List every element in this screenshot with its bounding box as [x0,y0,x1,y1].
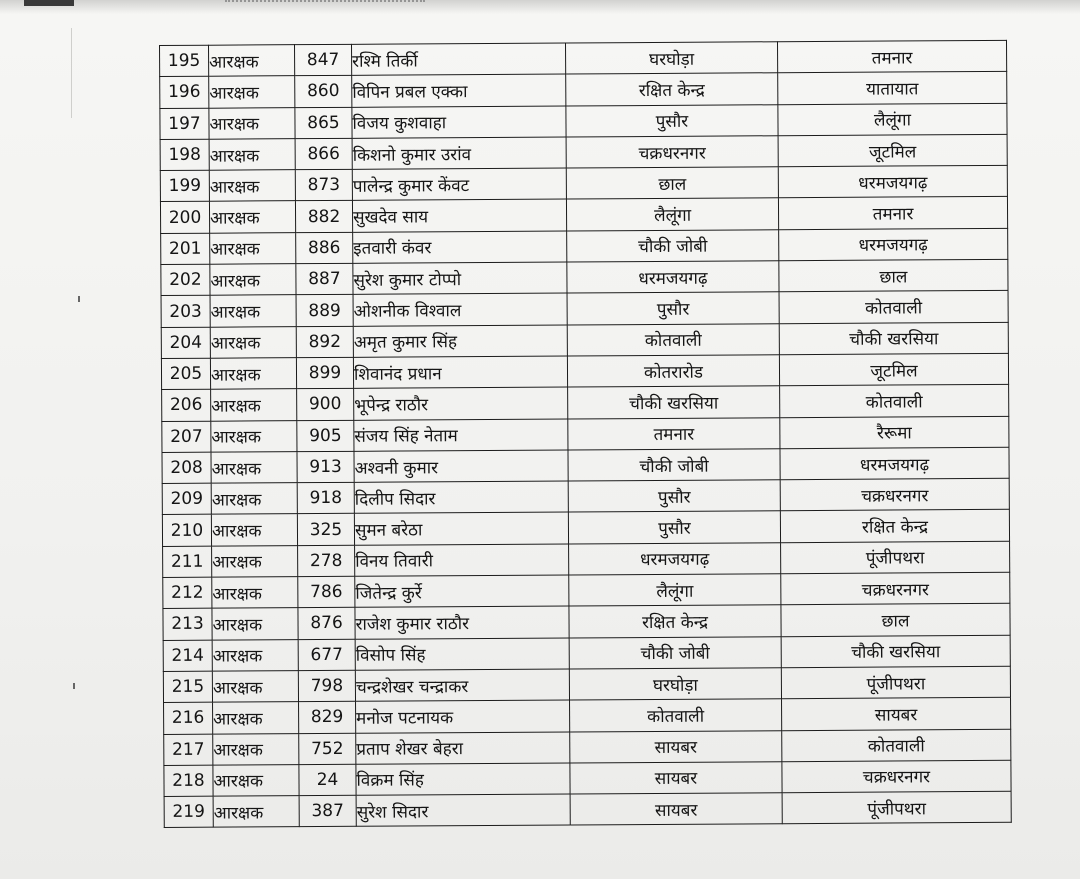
rank-cell: आरक्षक [209,201,295,233]
name-cell: ओशनीक विश्वाल [353,293,567,326]
to-posting-cell: रैरूमा [780,416,1009,449]
rank-cell: आरक्षक [210,326,296,358]
from-posting-cell: कोतरारोड [567,355,779,388]
table-row [161,291,1008,327]
table-row [160,166,1007,202]
serial-number-cell: 216 [164,702,213,734]
from-posting-cell: सायबर [570,762,782,795]
page-edge-shadow [0,0,1080,14]
name-cell: पालेन्द्र कुमार केंवट [352,168,566,201]
to-posting-cell: जूटमिल [779,353,1008,386]
table-row [161,259,1008,295]
table-row [163,572,1010,608]
serial-number-cell: 198 [160,139,209,171]
serial-number-cell: 219 [164,796,213,828]
from-posting-cell: घरघोड़ा [569,668,781,701]
page-fold-line [71,28,72,118]
serial-number-cell: 206 [162,389,211,421]
serial-number-cell: 213 [163,609,212,641]
badge-number-cell: 899 [296,357,353,389]
rank-cell: आरक्षक [210,264,296,296]
to-posting-cell: धरमजयगढ़ [780,447,1009,480]
table-row [161,322,1008,358]
serial-number-cell: 218 [164,765,213,797]
serial-number-cell: 207 [162,421,211,453]
table-row [162,447,1009,483]
to-posting-cell: यातायात [778,72,1007,105]
to-posting-cell: कोतवाली [782,729,1011,762]
cut-off-header-text [225,0,425,8]
from-posting-cell: रक्षित केन्द्र [569,605,781,638]
to-posting-cell: पूंजीपथरा [781,666,1010,699]
rank-cell: आरक्षक [209,76,295,108]
from-posting-cell: कोतवाली [570,699,782,732]
from-posting-cell: लैलूंगा [566,198,778,231]
from-posting-cell: चौकी जोबी [567,229,779,262]
to-posting-cell: चक्रधरनगर [781,572,1010,605]
name-cell: सुरेश सिदार [356,794,570,827]
to-posting-cell: तमनार [778,197,1007,230]
rank-cell: आरक्षक [212,545,298,577]
serial-number-cell: 212 [163,577,212,609]
corner-mark [24,0,74,6]
to-posting-cell: धरमजयगढ़ [779,228,1008,261]
to-posting-cell: छाल [781,604,1010,637]
from-posting-cell: पुसौर [568,480,780,513]
table-row [162,510,1009,546]
table-row [163,635,1010,671]
name-cell: संजय सिंह नेताम [354,419,568,452]
serial-number-cell: 204 [161,327,210,359]
from-posting-cell: चक्रधरनगर [566,136,778,169]
table-row [160,72,1007,108]
to-posting-cell: सायबर [782,698,1011,731]
from-posting-cell: चौकी जोबी [569,636,781,669]
rank-cell: आरक्षक [211,420,297,452]
name-cell: अश्वनी कुमार [354,450,568,483]
rank-cell: आरक्षक [212,608,298,640]
badge-number-cell: 889 [296,295,353,327]
table-row [162,416,1009,452]
rank-cell: आरक्षक [213,796,299,828]
badge-number-cell: 913 [297,451,354,483]
name-cell: अमृत कुमार सिंह [353,325,567,358]
table-row [163,541,1010,577]
serial-number-cell: 208 [162,452,211,484]
from-posting-cell: सायबर [570,730,782,763]
name-cell: विपिन प्रबल एक्का [352,74,566,107]
badge-number-cell: 829 [299,702,356,734]
name-cell: चन्द्रशेखर चन्द्राकर [355,669,569,702]
name-cell: विक्रम सिंह [356,763,570,796]
name-cell: भूपेन्द्र राठौर [354,387,568,420]
badge-number-cell: 887 [296,263,353,295]
from-posting-cell: पुसौर [566,104,778,137]
serial-number-cell: 203 [161,296,210,328]
table-row [162,478,1009,514]
from-posting-cell: तमनार [568,417,780,450]
serial-number-cell: 209 [162,483,211,515]
table-row [164,791,1011,827]
ink-speck [73,683,75,689]
rank-cell: आरक्षक [211,452,297,484]
to-posting-cell: पूंजीपथरा [781,541,1010,574]
table-row [161,228,1008,264]
from-posting-cell: घरघोड़ा [565,42,777,75]
name-cell: किशनो कुमार उरांव [352,137,566,170]
badge-number-cell: 798 [298,670,355,702]
serial-number-cell: 201 [161,233,210,265]
badge-number-cell: 918 [297,482,354,514]
name-cell: जितेन्द्र कुर्रे [355,575,569,608]
name-cell: रश्मि तिर्की [351,43,565,76]
badge-number-cell: 886 [296,232,353,264]
table-row [162,385,1009,421]
badge-number-cell: 892 [296,326,353,358]
badge-number-cell: 752 [299,733,356,765]
rank-cell: आरक्षक [213,702,299,734]
rank-cell: आरक्षक [210,358,296,390]
table-row [164,760,1011,796]
serial-number-cell: 197 [160,108,209,140]
name-cell: सुखदेव साय [352,199,566,232]
badge-number-cell: 900 [297,389,354,421]
serial-number-cell: 210 [162,515,211,547]
from-posting-cell: धरमजयगढ़ [569,542,781,575]
rank-cell: आरक्षक [212,671,298,703]
table-row [160,103,1007,139]
badge-number-cell: 677 [298,639,355,671]
rank-cell: आरक्षक [209,107,295,139]
badge-number-cell: 882 [295,201,352,233]
rank-cell: आरक्षक [212,577,298,609]
from-posting-cell: रक्षित केन्द्र [566,73,778,106]
table-row [160,197,1007,233]
rank-cell: आरक्षक [209,170,295,202]
badge-number-cell: 278 [298,545,355,577]
to-posting-cell: रक्षित केन्द्र [780,510,1009,543]
from-posting-cell: सायबर [570,793,782,826]
from-posting-cell: पुसौर [567,292,779,325]
serial-number-cell: 202 [161,264,210,296]
name-cell: सुमन बरेठा [354,512,568,545]
rank-cell: आरक्षक [210,295,296,327]
transfer-list-table [159,40,1012,829]
name-cell: शिवानंद प्रधान [353,356,567,389]
name-cell: विसोप सिंह [355,638,569,671]
rank-cell: आरक्षक [213,764,299,796]
badge-number-cell: 786 [298,576,355,608]
badge-number-cell: 865 [295,107,352,139]
table-row [160,40,1007,76]
to-posting-cell: जूटमिल [778,134,1007,167]
rank-cell: आरक्षक [209,139,295,171]
ink-speck [78,296,80,302]
serial-number-cell: 205 [161,358,210,390]
table-row [164,729,1011,765]
table-row [163,604,1010,640]
from-posting-cell: पुसौर [568,511,780,544]
table-row [163,666,1010,702]
name-cell: दिलीप सिदार [354,481,568,514]
rank-cell: आरक्षक [211,514,297,546]
to-posting-cell: लैलूंगा [778,103,1007,136]
badge-number-cell: 387 [299,795,356,827]
to-posting-cell: कोतवाली [780,385,1009,418]
table-row [160,134,1007,170]
from-posting-cell: लैलूंगा [569,574,781,607]
to-posting-cell: चक्रधरनगर [780,478,1009,511]
to-posting-cell: चक्रधरनगर [782,760,1011,793]
serial-number-cell: 214 [163,640,212,672]
from-posting-cell: कोतवाली [567,323,779,356]
to-posting-cell: कोतवाली [779,291,1008,324]
rank-cell: आरक्षक [211,483,297,515]
badge-number-cell: 876 [298,608,355,640]
name-cell: इतवारी कंवर [353,231,567,264]
to-posting-cell: पूंजीपथरा [782,791,1011,824]
badge-number-cell: 860 [295,76,352,108]
from-posting-cell: धरमजयगढ़ [567,261,779,294]
serial-number-cell: 195 [160,45,209,77]
to-posting-cell: धरमजयगढ़ [778,166,1007,199]
name-cell: मनोज पटनायक [356,700,570,733]
table-row [164,698,1011,734]
rank-cell: आरक्षक [210,232,296,264]
badge-number-cell: 847 [295,44,352,76]
name-cell: सुरेश कुमार टोप्पो [353,262,567,295]
badge-number-cell: 325 [297,514,354,546]
to-posting-cell: छाल [779,259,1008,292]
serial-number-cell: 215 [163,671,212,703]
rank-cell: आरक्षक [211,389,297,421]
to-posting-cell: चौकी खरसिया [781,635,1010,668]
badge-number-cell: 866 [295,138,352,170]
to-posting-cell: चौकी खरसिया [779,322,1008,355]
name-cell: विजय कुशवाहा [352,106,566,139]
rank-cell: आरक्षक [213,733,299,765]
badge-number-cell: 24 [299,764,356,796]
badge-number-cell: 905 [297,420,354,452]
serial-number-cell: 211 [163,546,212,578]
serial-number-cell: 217 [164,734,213,766]
from-posting-cell: चौकी खरसिया [568,386,780,419]
name-cell: प्रताप शेखर बेहरा [356,732,570,765]
from-posting-cell: चौकी जोबी [568,449,780,482]
to-posting-cell: तमनार [777,40,1006,73]
rank-cell: आरक्षक [209,45,295,77]
rank-cell: आरक्षक [212,639,298,671]
serial-number-cell: 196 [160,76,209,108]
name-cell: विनय तिवारी [355,544,569,577]
table-row [161,353,1008,389]
badge-number-cell: 873 [295,170,352,202]
name-cell: राजेश कुमार राठौर [355,606,569,639]
from-posting-cell: छाल [566,167,778,200]
serial-number-cell: 200 [160,202,209,234]
serial-number-cell: 199 [160,170,209,202]
